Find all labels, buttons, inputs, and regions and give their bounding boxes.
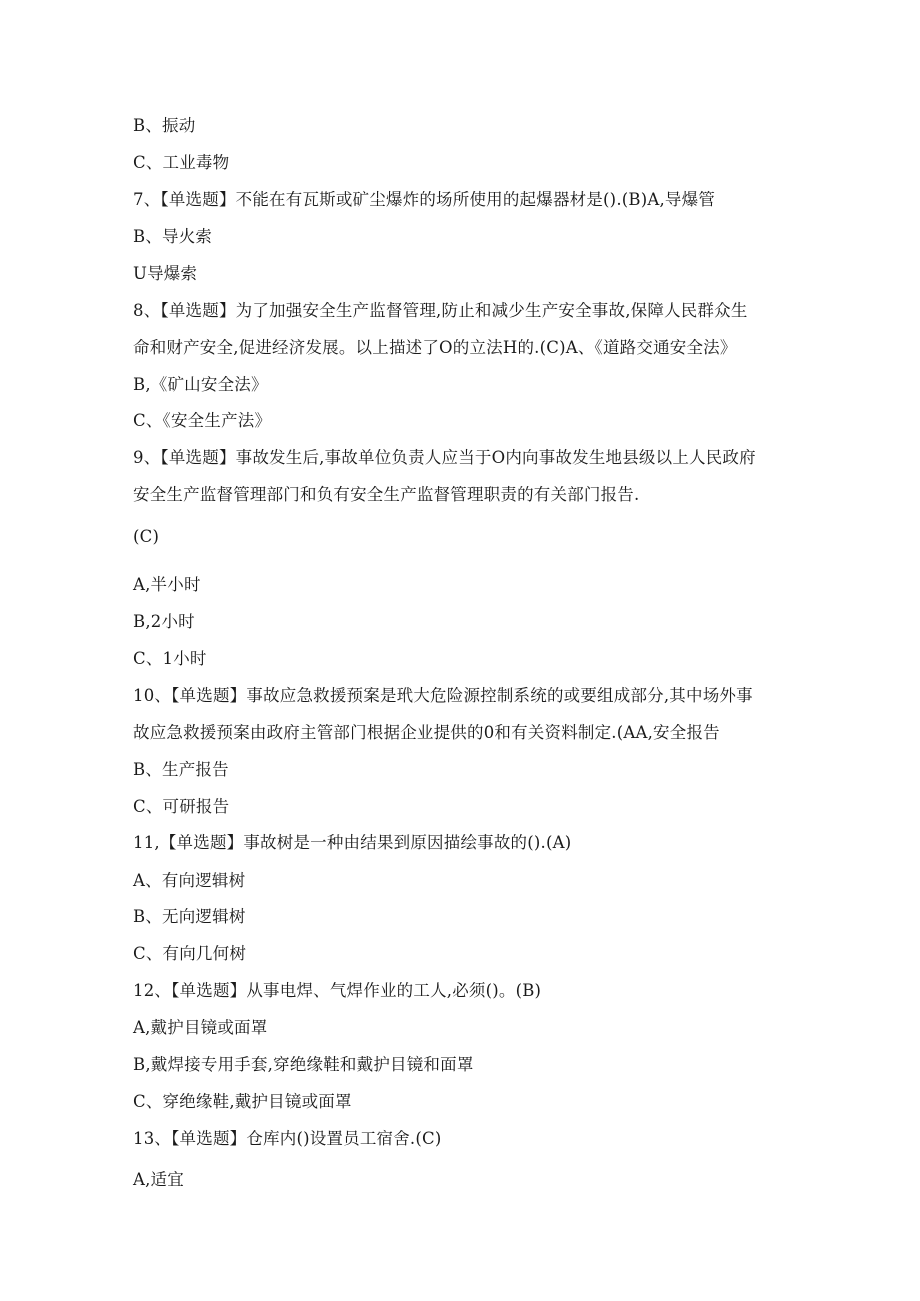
question-9: 9、【单选题】事故发生后,事故单位负责人应当于O内向事故发生地县级以上人民政府 [133,448,756,467]
text-line: A,半小时 [133,575,201,594]
text-line: C、工业毒物 [133,153,230,172]
text-line: C、《安全生产法》 [133,411,272,430]
text-line: B,2小时 [133,612,195,631]
text-line: A,适宜 [133,1170,184,1189]
question-8: 8、【单选题】为了加强安全生产监督管理,防止和减少生产安全事故,保障人民群众生 [133,301,748,320]
text-line: 命和财产安全,促进经济发展。以上描述了O的立法H的.(C)A、《道路交通安全法》 [133,338,737,357]
text-line: 故应急救援预案由政府主管部门根据企业提供的0和有关资料制定.(AA,安全报告 [133,723,720,742]
text-line: B,戴焊接专用手套,穿绝缘鞋和戴护目镜和面罩 [133,1055,474,1074]
text-line: C、1小时 [133,649,207,668]
question-13: 13、【单选题】仓库内()设置员工宿舍.(C) [133,1129,442,1148]
question-7: 7、【单选题】不能在有瓦斯或矿尘爆炸的场所使用的起爆器材是().(B)A,导爆管 [133,190,716,209]
text-line: B、无向逻辑树 [133,907,246,926]
text-line: C、穿绝缘鞋,戴护目镜或面罩 [133,1092,352,1111]
text-line: A、有向逻辑树 [133,871,246,890]
text-line: U导爆索 [133,264,198,283]
text-line: B、振动 [133,116,196,135]
text-line: B、生产报告 [133,760,229,779]
text-line: 安全生产监督管理部门和负有安全生产监督管理职责的有关部门报告. [133,485,640,504]
text-line: C、可研报告 [133,797,230,816]
text-line: B,《矿山安全法》 [133,375,268,394]
question-12: 12、【单选题】从事电焊、气焊作业的工人,必须()。(B) [133,981,542,1000]
text-line: (C) [133,527,160,546]
question-10: 10、【单选题】事故应急救援预案是玳大危险源控制系统的或要组成部分,其中场外事 [133,686,753,705]
text-line: A,戴护目镜或面罩 [133,1018,268,1037]
text-line: C、有向几何树 [133,944,247,963]
question-11: 11,【单选题】事故树是一种由结果到原因描绘事故的().(A) [133,833,572,852]
text-line: B、导火索 [133,227,213,246]
